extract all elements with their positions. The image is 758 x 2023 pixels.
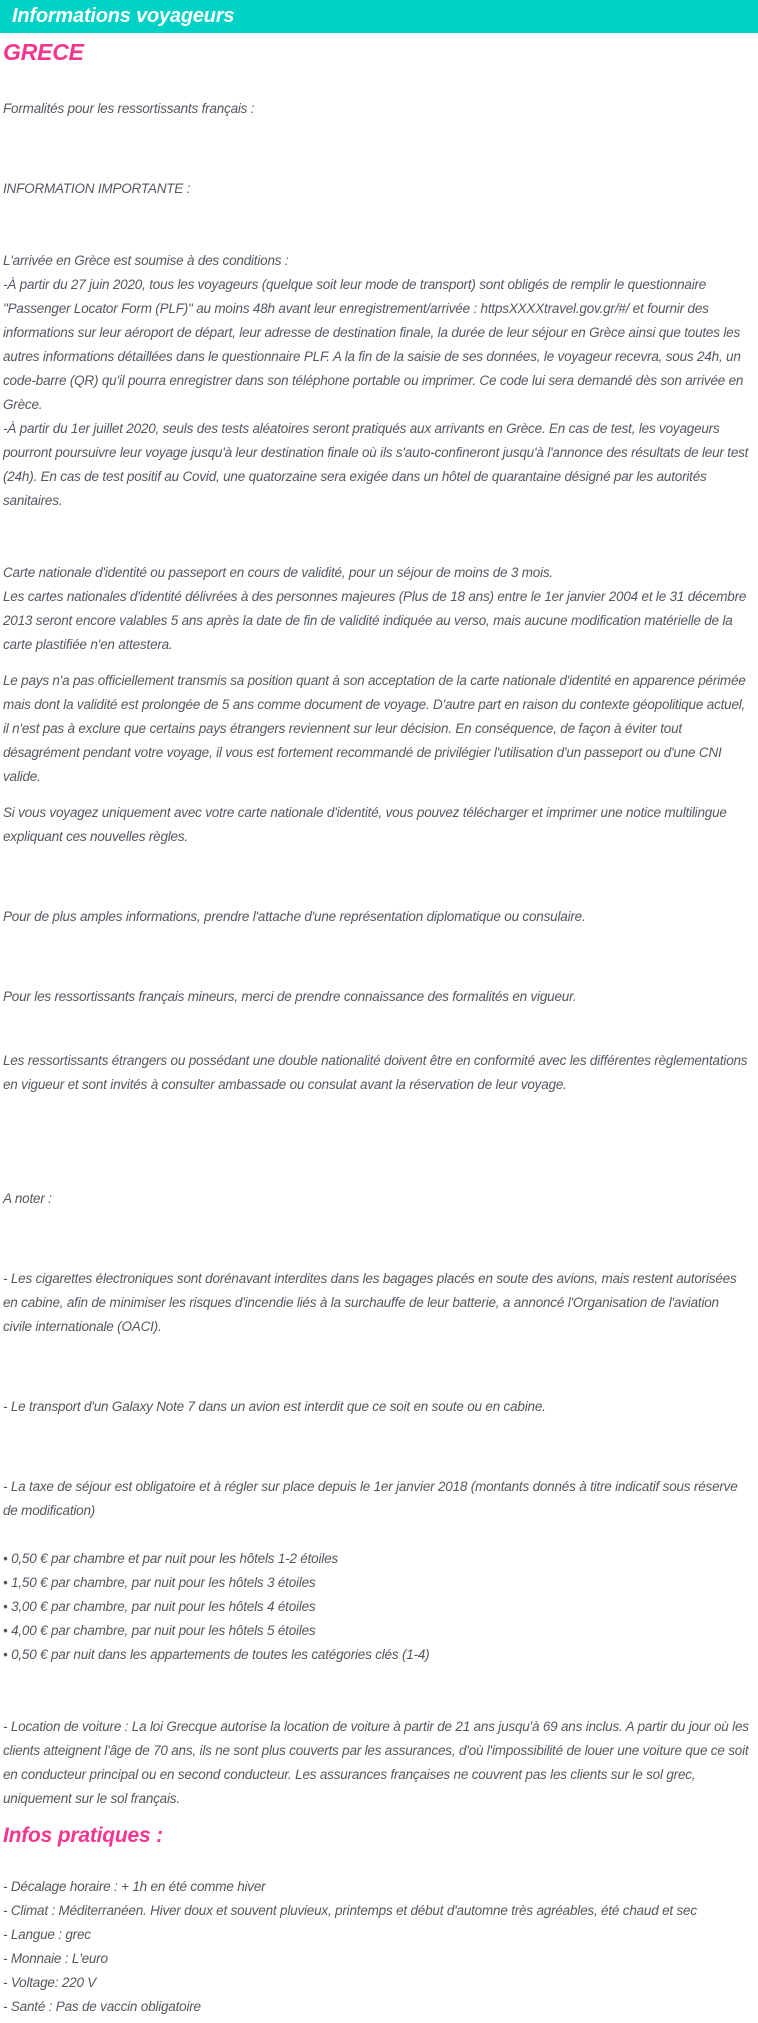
tourist-tax-intro: - La taxe de séjour est obligatoire et à régler sur place depuis le 1er janvier 2018 (montants donnés à titre indicatif sous réserve de modification): [3, 1479, 738, 1518]
tourist-tax-item: • 4,00 € par chambre, par nuit pour les hôtels 5 étoiles: [3, 1619, 750, 1643]
tourist-tax-item: • 3,00 € par chambre, par nuit pour les hôtels 4 étoiles: [3, 1595, 750, 1619]
galaxy-note7-note: - Le transport d'un Galaxy Note 7 dans un avion est interdit que ce soit en soute ou en cabine.: [3, 1399, 546, 1414]
tourist-tax-list: [3, 1547, 750, 1667]
arrival-tests-paragraph: -À partir du 1er juillet 2020, seuls des tests aléatoires seront pratiqués aux arrivants en Grèce. En cas de test, les voyageurs pourront poursuivre leur voyage jusqu'à leur destination finale où ils s'auto-confineront jusqu'à l'annonce des résultats de leur test (24h). En cas de test positif au Covid, une quatorzaine sera exigée dans un hôtel de quarantaine désigné par les autorités sanitaires.: [3, 421, 749, 508]
car-rental-note: - Location de voiture : La loi Grecque autorise la location de voiture à partir de 21 ans jusqu'à 69 ans inclus. A partir du jour où les clients atteignent l'âge de 70 ans, ils ne sont plus couverts par les assurances, d'où l'impossibilité de louer une voiture que ce soit en conducteur principal ou en second conducteur. Les assurances françaises ne couvrent pas les clients sur le sol grec, uniquement sur le sol français.: [3, 1719, 749, 1806]
practical-info-heading: Infos pratiques :: [3, 1824, 163, 1847]
arrival-plf-paragraph: -À partir du 27 juin 2020, tous les voyageurs (quelque soit leur mode de transport) sont obligés de remplir le questionnaire "Passenger Locator Form (PLF)" au moins 48h avant leur enregistrement/arrivée : httpsXXXXtravel.gov.gr/#/ et fournir des informations sur leur aéroport de départ, leur adresse de destination finale, la durée de leur séjour en Grèce ainsi que toutes les autres informations détaillées dans le questionnaire PLF. A la fin de la saisie de ses données, le voyageur recevra, sous 24h, un code-barre (QR) qu'il pourra enregistrer dans son téléphone portable ou imprimer. Ce code lui sera demandé dès son arrivée en Grèce.: [3, 277, 744, 412]
note-label: A noter :: [3, 1191, 52, 1206]
practical-info-item-language: - Langue : grec: [3, 1927, 91, 1942]
id-card-section: [3, 561, 750, 849]
practical-info-item-timezone: - Décalage horaire : + 1h en été comme hiver: [3, 1879, 266, 1894]
content-area: [0, 39, 758, 2023]
tourist-tax-item: • 0,50 € par nuit dans les appartements de toutes les catégories clés (1-4): [3, 1643, 750, 1667]
tourist-tax-item: • 1,50 € par chambre, par nuit pour les hôtels 3 étoiles: [3, 1571, 750, 1595]
foreigners-paragraph: Les ressortissants étrangers ou possédant une double nationalité doivent être en conformité avec les différentes règlementations en vigueur et sont invités à consulter ambassade ou consulat avant la réservation de leur voyage.: [3, 1053, 748, 1092]
important-info-label: INFORMATION IMPORTANTE :: [3, 181, 191, 196]
country-title: GRECE: [3, 39, 84, 65]
tourist-tax-item: • 0,50 € par chambre et par nuit pour les hôtels 1-2 étoiles: [3, 1547, 750, 1571]
practical-info-item-currency: - Monnaie : L'euro: [3, 1951, 108, 1966]
practical-info-item-climate: - Climat : Méditerranéen. Hiver doux et souvent pluvieux, printemps et début d'automne très agréables, été chaud et sec: [3, 1903, 697, 1918]
id-card-extension-paragraph: Les cartes nationales d'identité délivrées à des personnes majeures (Plus de 18 ans) entre le 1er janvier 2004 et le 31 décembre 2013 seront encore valables 5 ans après la date de fin de validité indiquée au verso, mais aucune modification matérielle de la carte plastifiée n'en attestera.: [3, 589, 747, 652]
minors-paragraph: Pour les ressortissants français mineurs, merci de prendre connaissance des formalités en vigueur.: [3, 989, 577, 1004]
practical-info-item-voltage: - Voltage: 220 V: [3, 1975, 97, 1990]
page-header-title: Informations voyageurs: [12, 5, 235, 27]
practical-info-list: [3, 1875, 750, 2019]
ecigarette-note: - Les cigarettes électroniques sont dorénavant interdites dans les bagages placés en soute des avions, mais restent autorisées en cabine, afin de minimiser les risques d'incendie liés à la surchauffe de leur batterie, a annoncé l'Organisation de l'aviation civile internationale (OACI).: [3, 1271, 737, 1334]
id-card-notice-paragraph: Si vous voyagez uniquement avec votre carte nationale d'identité, vous pouvez télécharger et imprimer une notice multilingue expliquant ces nouvelles règles.: [3, 805, 727, 844]
formalities-intro: Formalités pour les ressortissants français :: [3, 101, 255, 116]
diplomatic-info-paragraph: Pour de plus amples informations, prendre l'attache d'une représentation diplomatique ou consulaire.: [3, 909, 586, 924]
id-card-validity-paragraph: Carte nationale d'identité ou passeport en cours de validité, pour un séjour de moins de 3 mois.: [3, 565, 553, 580]
arrival-conditions-line: L'arrivée en Grèce est soumise à des conditions :: [3, 253, 289, 268]
page-header: [0, 0, 758, 33]
arrival-conditions-block: [3, 249, 750, 513]
practical-info-item-health: - Santé : Pas de vaccin obligatoire: [3, 1999, 201, 2014]
id-card-position-paragraph: Le pays n'a pas officiellement transmis sa position quant à son acceptation de la carte nationale d'identité en apparence périmée mais dont la validité est prolongée de 5 ans comme document de voyage. D'autre part en raison du contexte géopolitique actuel, il n'est pas à exclure que certains pays étrangers reviennent sur leur décision. En conséquence, de façon à éviter tout désagrément pendant votre voyage, il vous est fortement recommandé de privilégier l'utilisation d'un passeport ou d'une CNI valide.: [3, 673, 746, 784]
